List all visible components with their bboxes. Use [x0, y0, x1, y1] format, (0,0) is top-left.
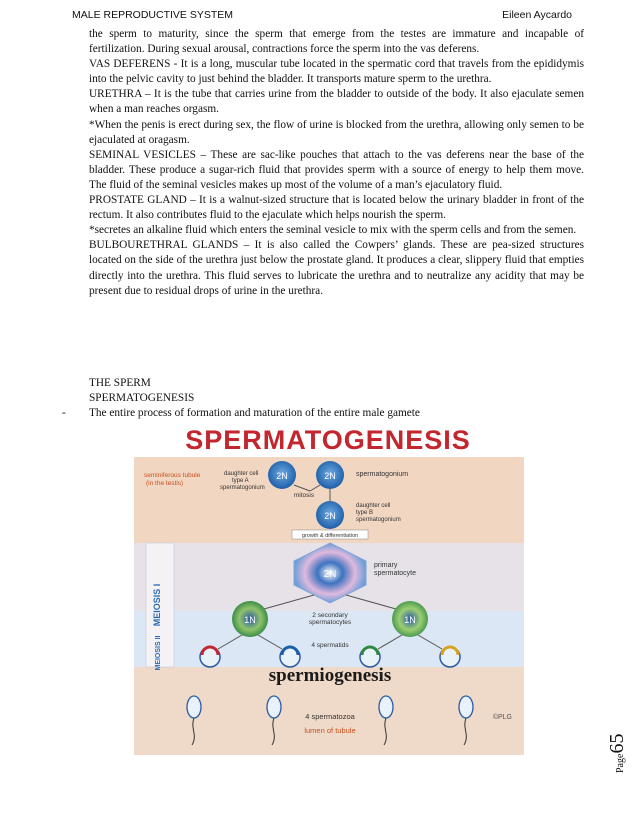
copyright-label: ©PLG	[492, 714, 512, 721]
spermatids-label: 4 spermatids	[311, 642, 349, 649]
spermatogonium-label: spermatogonium	[356, 471, 409, 478]
spermatozoon-1-head	[187, 696, 201, 718]
paragraph-urethra-note: *When the penis is erect during sex, the flow of urine is blocked from the urethra, allowing only semen to be ejaculated at oragasm.	[89, 118, 584, 146]
bullet-text: The entire process of formation and maturation of the entire male gamete	[89, 407, 420, 419]
heading-spermatogenesis: SPERMATOGENESIS	[89, 392, 195, 404]
daughter-a-line1: daughter cell	[224, 471, 259, 477]
daughter-a-line2: type A	[232, 478, 249, 484]
paragraph-prostate-gland: PROSTATE GLAND – It is a walnut-sized structure that is located below the urinary bladder in front of the rectum. It also contributes fluid to the ejaculate which helps nourish the sperm.	[89, 194, 584, 222]
bullet-dash: -	[62, 407, 66, 419]
daughter-a-line3: spermatogonium	[220, 485, 265, 491]
page-number	[606, 693, 634, 773]
paragraph-bulbourethral-glands: BULBOURETHRAL GLANDS – It is also called the Cowpers’ glands. These are pea-sized structures located on the side of the urethra just below the prostate gland. It produces a clear, slippery fluid that empties directly into the urethra. This fluid serves to lubricate the urethra and to neutralize any acidity that may be present due to residual drops of urine in the urethra.	[89, 239, 584, 297]
spermatozoa-label: 4 spermatozoa	[305, 712, 355, 721]
paragraph-seminal-vesicles: SEMINAL VESICLES – These are sac-like pouches that attach to the vas deferens near the base of the bladder. These produce a sugar-rich fluid that provides sperm with a source of energy to help them move. The fluid of the seminal vesicles makes up most of the volume of a man’s ejaculatory fluid.	[89, 148, 584, 191]
meiosis-1-label: MEIOSIS I	[152, 583, 162, 627]
bullet-definition	[62, 406, 420, 421]
body-text	[89, 27, 584, 299]
secondary-label-line1: 2 secondary	[312, 612, 348, 619]
cell-label-1n-right: 1N	[404, 615, 416, 625]
figure-title: SPERMATOGENESIS	[185, 425, 471, 455]
daughter-b-line3: spermatogonium	[356, 517, 401, 523]
cell-label-2n-b: 2N	[324, 471, 336, 481]
daughter-b-line2: type B	[356, 510, 374, 516]
spermiogenesis-label: spermiogenesis	[268, 665, 392, 686]
spermatozoon-4-head	[459, 696, 473, 718]
spermatozoon-2-head	[267, 696, 281, 718]
cell-label-1n-left: 1N	[244, 615, 256, 625]
cell-label-2n-c: 2N	[324, 511, 336, 521]
secondary-label-line2: spermatocytes	[308, 619, 352, 626]
page-header	[72, 9, 572, 25]
spermatogenesis-diagram	[134, 423, 524, 755]
paragraph-prostate-note: *secretes an alkaline fluid which enters the seminal vesicle to mix with the sperm cells and from the semen.	[89, 224, 577, 237]
primary-label-line1: primary	[374, 562, 398, 569]
heading-the-sperm: THE SPERM	[89, 377, 151, 389]
primary-label-line2: spermatocyte	[374, 570, 417, 577]
paragraph-urethra: URETHRA – It is the tube that carries urine from the bladder to outside of the body. It also ejaculate semen when a man reaches orgasm.	[89, 88, 584, 116]
spermatozoon-3-head	[379, 696, 393, 718]
daughter-b-line1: daughter cell	[356, 503, 391, 509]
mitosis-label: mitosis	[293, 492, 315, 499]
page-word: Page	[615, 753, 626, 773]
meiosis-2-label: MEIOSIS II	[155, 635, 162, 671]
header-author: Eileen Aycardo	[502, 9, 572, 21]
tubule-label-line2: (in the testis)	[146, 480, 184, 487]
tubule-label-line1: seminiferous tubule	[144, 472, 201, 479]
page-number-value: 65	[606, 733, 628, 754]
growth-label: growth & differentiation	[301, 533, 359, 539]
header-title: MALE REPRODUCTIVE SYSTEM	[72, 9, 234, 21]
lumen-label: lumen of tubule	[304, 726, 356, 735]
cell-label-primary: 2N	[323, 569, 337, 580]
paragraph-sperm-maturity: the sperm to maturity, since the sperm that emerge from the testes are immature and incapable of fertilization. During sexual arousal, contractions force the sperm into the vas deferens.	[89, 28, 584, 56]
paragraph-vas-deferens: VAS DEFERENS - It is a long, muscular tube located in the spermatic cord that travels from the epididymis into the pelvic cavity to just behind the bladder. It transports mature sperm to the urethra.	[89, 58, 584, 86]
cell-label-2n-a: 2N	[276, 471, 288, 481]
